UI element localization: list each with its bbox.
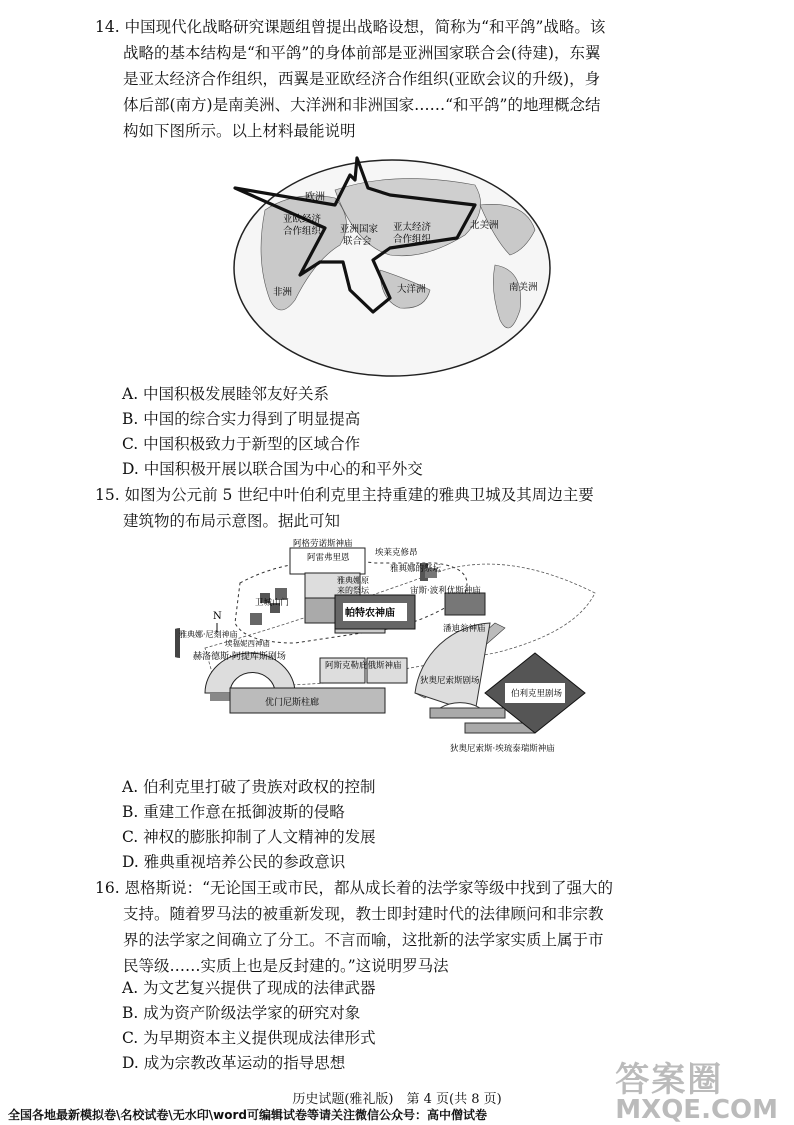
- map-label: 大洋洲: [397, 284, 426, 295]
- option-d[interactable]: D. 成为宗教改革运动的指导思想: [122, 1054, 346, 1072]
- map-label: 雅典娜的祭坛: [390, 564, 442, 574]
- map-label: 潘迪翁神庙: [443, 624, 486, 634]
- question-14-stem: [95, 14, 685, 144]
- map-label: 阿斯克勒庇俄斯神庙: [325, 661, 402, 671]
- stem-line: 16. 恩格斯说：“无论国王或市民，都从成长着的法学家等级中找到了强大的: [95, 879, 614, 897]
- map-label: 帕特农神庙: [345, 608, 395, 619]
- promo-banner: 全国各地最新模拟卷\名校试卷\无水印\word可编辑试卷等请关注微信公众号：高中僧试卷: [8, 1108, 487, 1122]
- option-c[interactable]: C. 为早期资本主义提供现成法律形式: [122, 1029, 376, 1047]
- map-label: 亚洲国家: [340, 224, 379, 235]
- map-label: 卫城山门: [255, 598, 290, 608]
- map-label: 合作组织: [393, 234, 432, 245]
- map-label: 伯利克里剧场: [511, 689, 563, 699]
- map-label: 亚欧经济: [283, 214, 322, 225]
- map-label: 狄奥尼索斯剧场: [420, 676, 480, 686]
- option-d[interactable]: D. 中国积极开展以联合国为中心的和平外交: [122, 460, 423, 478]
- map-label: 宙斯·波利优斯神庙: [410, 586, 481, 596]
- option-a[interactable]: A. 中国积极发展睦邻友好关系: [122, 385, 330, 403]
- stem-line: 界的法学家之间确立了分工。不言而喻，这批新的法学家实质上属于市: [123, 931, 604, 949]
- map-label: 欧洲: [305, 192, 325, 203]
- option-c[interactable]: C. 神权的膨胀抑制了人文精神的发展: [122, 828, 376, 846]
- question-15-stem: [95, 482, 685, 534]
- map-label: 亚太经济: [393, 222, 432, 233]
- map-label: 来的祭坛: [337, 586, 369, 595]
- stem-line: 战略的基本结构是“和平鸽”的身体前部是亚洲国家联合会(待建)，东翼: [123, 44, 601, 62]
- question-16-options: [122, 976, 376, 1076]
- map-label: 阿雷弗里恩: [307, 553, 350, 563]
- peace-dove-world-map: [225, 150, 560, 380]
- option-a[interactable]: A. 伯利克里打破了贵族对政权的控制: [122, 778, 376, 796]
- option-b[interactable]: B. 重建工作意在抵御波斯的侵略: [122, 803, 345, 821]
- map-label: 合作组织: [283, 226, 322, 237]
- map-label: 赫洛德斯·阿提库斯剧场: [193, 652, 286, 662]
- map-label: 埃福妮西神庙: [225, 639, 270, 648]
- question-16-stem: [95, 875, 685, 979]
- map-label: 优门尼斯柱廊: [265, 698, 320, 708]
- question-14-options: [122, 382, 423, 482]
- map-label: 狄奥尼索斯·埃琉泰瑞斯神庙: [450, 744, 555, 754]
- page-footer: 历史试题(雅礼版) 第 4 页(共 8 页): [292, 1092, 502, 1107]
- map-label: 非洲: [273, 287, 293, 298]
- map-label: 雅典娜原: [337, 576, 369, 585]
- map-label: 联合会: [343, 236, 372, 247]
- stem-line: 民等级……实质上也是反封建的。”这说明罗马法: [123, 957, 449, 975]
- stem-line: 15. 如图为公元前 5 世纪中叶伯利克里主持重建的雅典卫城及其周边主要: [95, 486, 594, 504]
- map-label: N: [213, 611, 222, 622]
- stem-line: 14. 中国现代化战略研究课题组曾提出战略设想，简称为“和平鸽”战略。该: [95, 18, 606, 36]
- map-label: 北美洲: [470, 220, 499, 231]
- stem-line: 体后部(南方)是南美洲、大洋洲和非洲国家……“和平鸽”的地理概念结: [123, 96, 601, 114]
- map-label: 南美洲: [509, 282, 538, 293]
- map-label: 埃莱克修昂: [375, 548, 418, 558]
- question-15-options: [122, 775, 376, 875]
- stem-line: 构如下图所示。以上材料最能说明: [123, 122, 356, 140]
- watermark-url: MXQE.COM: [615, 1095, 778, 1125]
- option-a[interactable]: A. 为文艺复兴提供了现成的法律武器: [122, 979, 376, 997]
- option-b[interactable]: B. 中国的综合实力得到了明显提高: [122, 410, 361, 428]
- option-c[interactable]: C. 中国积极致力于新型的区域合作: [122, 435, 361, 453]
- map-label: 阿格劳诺斯神庙: [293, 539, 353, 549]
- stem-line: 是亚太经济合作组织，西翼是亚欧经济合作组织(亚欧会议的升级)，身: [123, 70, 601, 88]
- map-label: 雅典娜·尼刻神庙: [179, 630, 238, 639]
- stem-line: 建筑物的布局示意图。据此可知: [123, 512, 341, 530]
- option-b[interactable]: B. 成为资产阶级法学家的研究对象: [122, 1004, 361, 1022]
- watermark-text: 答案圈: [615, 1060, 724, 1100]
- acropolis-layout-map: [175, 533, 615, 763]
- stem-line: 支持。随着罗马法的被重新发现，教士即封建时代的法律顾问和非宗教: [123, 905, 604, 923]
- option-d[interactable]: D. 雅典重视培养公民的参政意识: [122, 853, 346, 871]
